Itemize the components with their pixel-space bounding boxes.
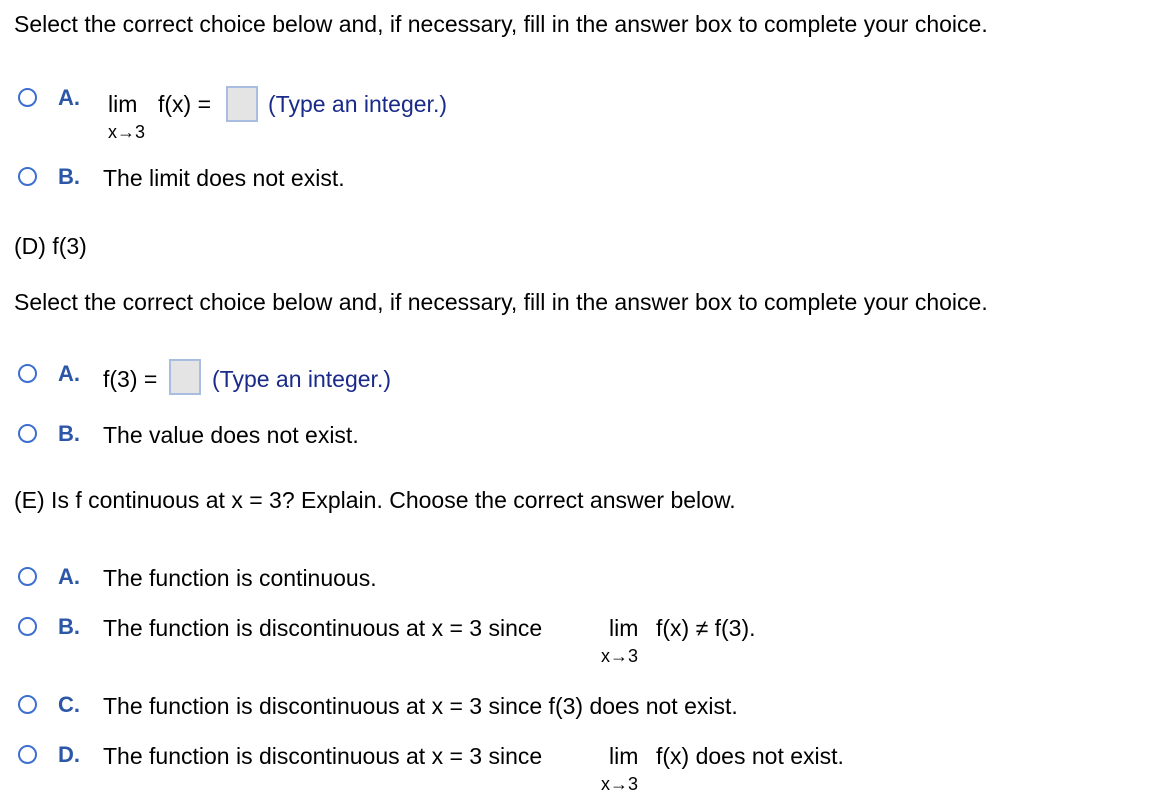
part-d-option-a-hint: (Type an integer.) (212, 366, 391, 392)
part-e-option-d-expr: f(x) does not exist. (656, 743, 844, 769)
part-e-option-d-lim: lim (609, 743, 639, 769)
part-e-option-b-text: The function is discontinuous at x = 3 since (103, 615, 543, 641)
part-c-answer-box[interactable] (226, 86, 258, 122)
part-e-option-d-lim-sub: x→3 (601, 774, 639, 794)
part-c-option-a-radio[interactable] (18, 88, 37, 107)
part-e-option-a-letter: A. (58, 564, 80, 589)
part-d-instruction: Select the correct choice below and, if necessary, fill in the answer box to complete your choice. (14, 289, 988, 315)
part-d-option-b-radio[interactable] (18, 424, 37, 443)
part-e-option-b-lim: lim (609, 615, 639, 641)
part-c-option-b-text: The limit does not exist. (103, 165, 345, 191)
part-c-option-a-lim: lim (108, 91, 138, 117)
part-e-option-b-letter: B. (58, 614, 80, 639)
part-e-option-a-text: The function is continuous. (103, 565, 377, 591)
part-e-option-d-radio[interactable] (18, 745, 37, 764)
part-e-option-c-radio[interactable] (18, 695, 37, 714)
part-e-option-a-radio[interactable] (18, 567, 37, 586)
part-c-option-a-letter: A. (58, 85, 80, 110)
part-c-instruction: Select the correct choice below and, if necessary, fill in the answer box to complete your choice. (14, 11, 988, 37)
part-d-answer-box[interactable] (169, 359, 201, 395)
part-e-heading: (E) Is f continuous at x = 3? Explain. Choose the correct answer below. (14, 487, 736, 513)
part-c-option-a-lim-sub: x→3 (108, 122, 146, 142)
part-e-option-b-expr: f(x) ≠ f(3). (656, 615, 756, 641)
part-c-option-b-letter: B. (58, 164, 80, 189)
part-c-option-a-expr: f(x) = (158, 91, 212, 117)
part-e-option-c-letter: C. (58, 692, 80, 717)
part-d-option-a-radio[interactable] (18, 364, 37, 383)
part-d-option-b-letter: B. (58, 421, 80, 446)
part-e-option-d-letter: D. (58, 742, 80, 767)
part-d-heading: (D) f(3) (14, 233, 87, 259)
part-e-option-d-text: The function is discontinuous at x = 3 since (103, 743, 543, 769)
part-c-option-b-radio[interactable] (18, 167, 37, 186)
part-c-option-a-hint: (Type an integer.) (268, 91, 447, 117)
part-e-option-c-text: The function is discontinuous at x = 3 since f(3) does not exist. (103, 693, 738, 719)
part-d-option-a-letter: A. (58, 361, 80, 386)
part-e-option-b-lim-sub: x→3 (601, 646, 639, 666)
part-d-option-b-text: The value does not exist. (103, 422, 359, 448)
part-e-option-b-radio[interactable] (18, 617, 37, 636)
part-d-option-a-expr: f(3) = (103, 366, 158, 392)
